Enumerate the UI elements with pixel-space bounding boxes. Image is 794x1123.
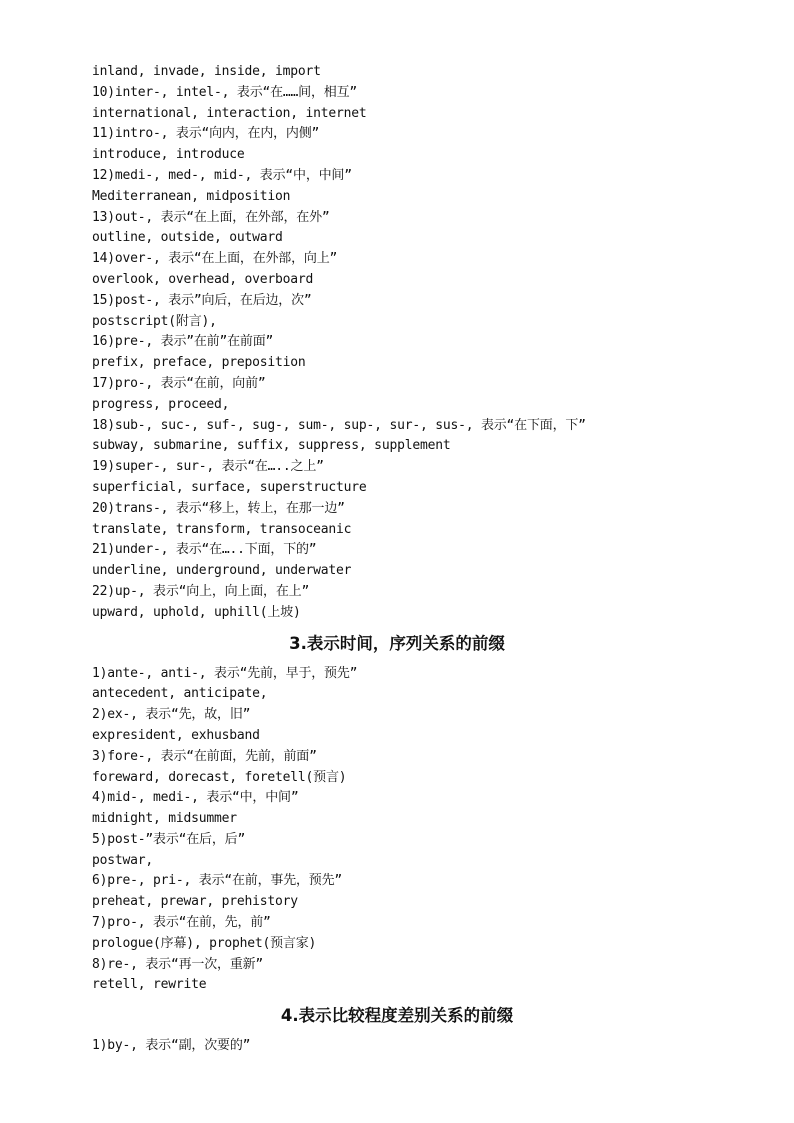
text-line: 7)pro-, 表示“在前，先，前” [92, 915, 271, 931]
section-heading: 3.表示时间，序列关系的前缀 [289, 633, 505, 653]
text-line: inland, invade, inside, import [92, 64, 321, 79]
text-line: 8)re-, 表示“再一次，重新” [92, 956, 264, 972]
text-line: upward, uphold, uphill(上坡) [92, 604, 301, 620]
text-line: 5)post-”表示“在后，后” [92, 831, 246, 847]
text-line: Mediterranean, midposition [92, 188, 291, 204]
text-line: prefix, preface, preposition [92, 355, 306, 371]
text-line: midnight, midsummer [92, 811, 237, 827]
text-line: 10)inter-, intel-, 表示“在……间，相互” [92, 84, 358, 100]
text-line: superficial, surface, superstructure [92, 479, 367, 495]
section-time-sequence-prefixes [92, 624, 754, 997]
text-line: 1)by-, 表示“副，次要的” [92, 1038, 251, 1054]
text-line: prologue(序幕), prophet(预言家) [92, 935, 317, 951]
text-line: 11)intro-, 表示“向内，在内，内侧” [92, 126, 320, 142]
text-line: 15)post-, 表示”向后，在后边，次” [92, 292, 312, 308]
text-line: translate, transform, transoceanic [92, 521, 352, 537]
text-line: 21)under-, 表示“在…..下面，下的” [92, 542, 317, 558]
text-line: 4)mid-, medi-, 表示“中，中间” [92, 790, 299, 806]
text-line: 13)out-, 表示“在上面，在外部，在外” [92, 209, 330, 225]
text-line: postscript(附言), [92, 313, 217, 329]
text-line: overlook, overhead, overboard [92, 271, 314, 287]
text-line: postwar, [92, 852, 154, 868]
section-heading: 4.表示比较程度差别关系的前缀 [280, 1006, 514, 1026]
text-line: antecedent, anticipate, [92, 686, 268, 702]
text-line: foreward, dorecast, foretell(预言) [92, 769, 347, 785]
text-line: 2)ex-, 表示“先，故，旧” [92, 707, 251, 723]
text-line: outline, outside, outward [92, 230, 283, 246]
text-line: 6)pre-, pri-, 表示“在前，事先，预先” [92, 873, 343, 889]
text-line: underline, underground, underwater [92, 563, 352, 579]
text-line: 20)trans-, 表示“移上，转上，在那一边” [92, 500, 345, 516]
text-line: progress, proceed, [92, 396, 230, 412]
text-line: 1)ante-, anti-, 表示“先前，早于，预先” [92, 665, 358, 681]
text-line: 19)super-, sur-, 表示“在…..之上” [92, 459, 324, 475]
text-line: preheat, prewar, prehistory [92, 894, 298, 910]
text-line: 17)pro-, 表示“在前，向前” [92, 375, 266, 391]
text-line: retell, rewrite [92, 977, 207, 993]
section-spatial-prefixes-continued [92, 62, 754, 624]
text-line: 16)pre-, 表示”在前”在前面” [92, 334, 274, 350]
text-line: 18)sub-, suc-, suf-, sug-, sum-, sup-, sur-, sus-, 表示“在下面，下” [92, 417, 586, 433]
text-line: 22)up-, 表示“向上，向上面，在上” [92, 583, 310, 599]
text-line: subway, submarine, suffix, suppress, supplement [92, 438, 451, 454]
text-line: expresident, exhusband [92, 727, 260, 743]
text-line: international, interaction, internet [92, 105, 367, 121]
section-comparison-prefixes [92, 996, 754, 1057]
text-line: introduce, introduce [92, 147, 245, 163]
text-line: 14)over-, 表示“在上面，在外部，向上” [92, 251, 338, 267]
text-line: 12)medi-, med-, mid-, 表示“中，中间” [92, 167, 352, 183]
text-line: 3)fore-, 表示“在前面，先前，前面” [92, 748, 317, 764]
